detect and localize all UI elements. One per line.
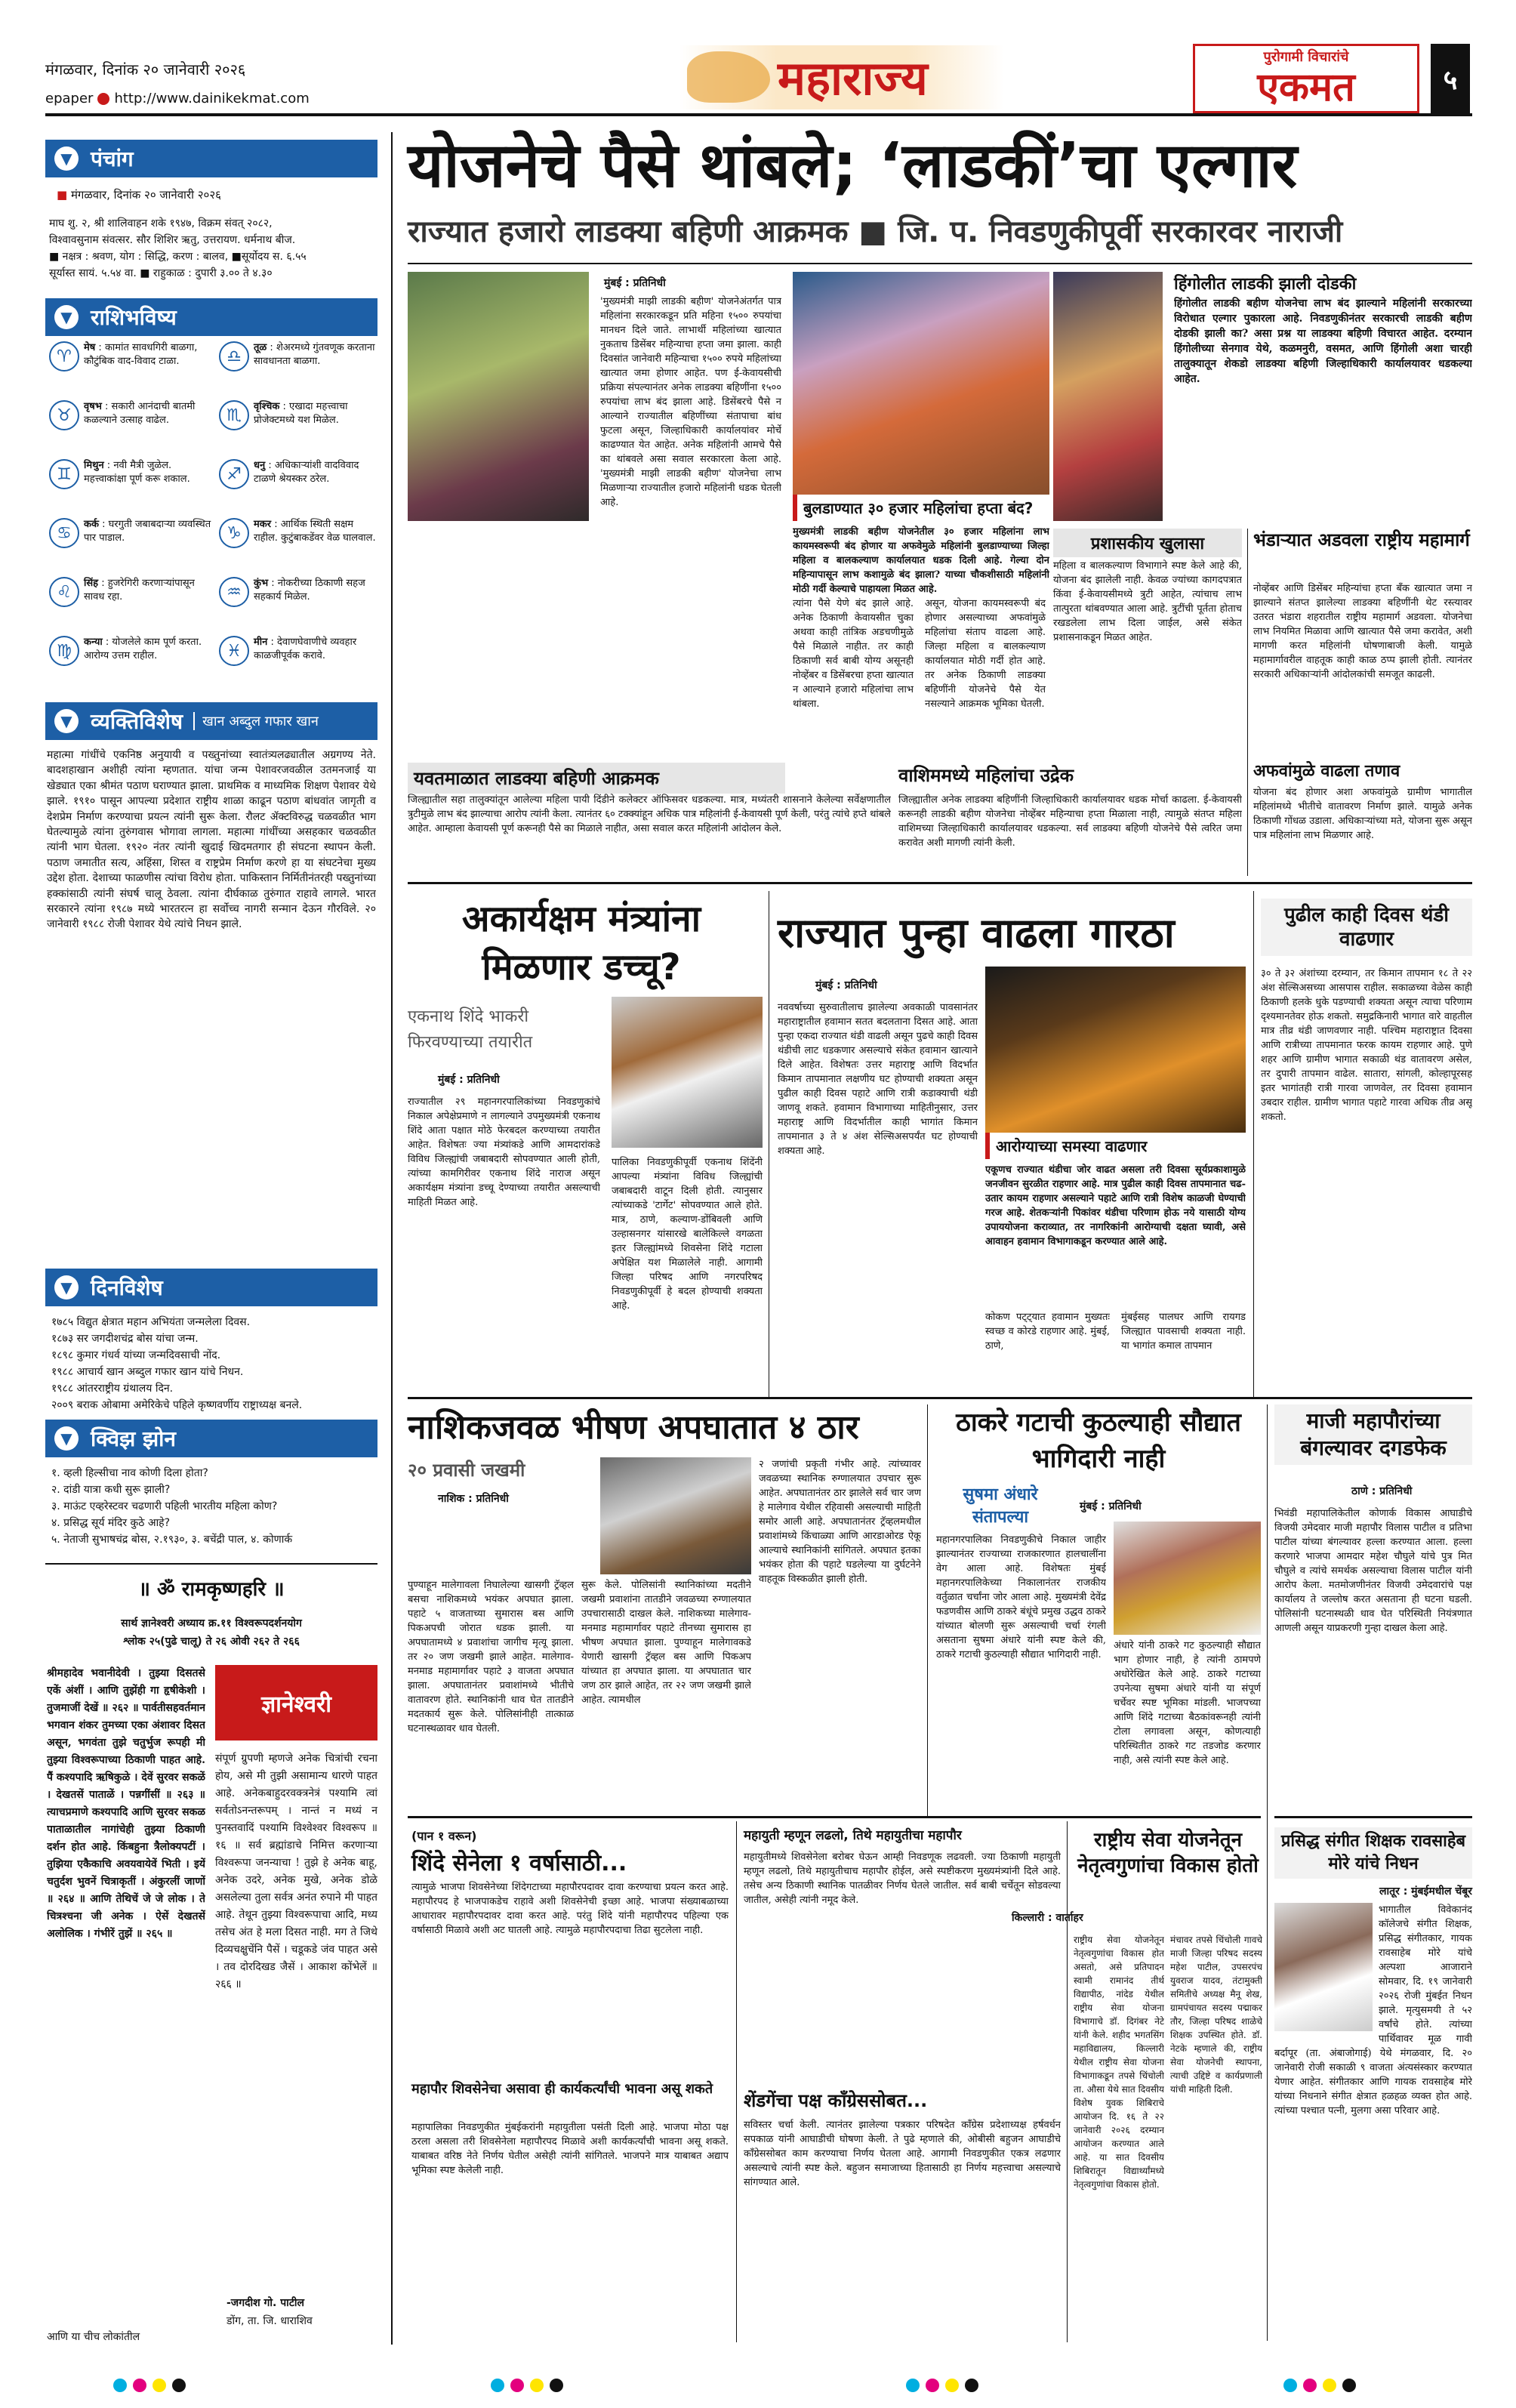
mahayuti-sub: शेंडगेंचा पक्ष काँग्रेससोबत... (744, 2090, 928, 2111)
ramkrishna-footer: आणि या चीच लोकांतील (47, 2331, 140, 2343)
rashi-item: ♏ वृश्चिक : एखादा महत्त्वाचा प्रोजेक्टमध्ये यश मिळेल. (219, 400, 377, 459)
zodiac-icon: ♍ (49, 636, 79, 666)
ramkrishna-author: -जगदीश गो. पाटील (226, 2297, 304, 2309)
garatha-byline: मुंबई : प्रतिनिधी (815, 979, 877, 991)
hingoli-text: हिंगोलीत लाडकी बहीण योजनेचा लाभ बंद झाल्याने महिलांनी सरकारच्या विरोधात एल्गार पुकारला आहे. निवडणुकीनंतर सरकारची लाडकी बहीण दोडकी झाली का? असा प्रश्न या लाडक्या बहिणी विचारत आहेत. दरम्यान हिंगोलीच्या सेनगाव येथे, कळमनुरी, वसमत, आणि हिंगोली अशा चारही तालुक्यातून शेकडो लाडक्या बहिणी जिल्हाधिकारी कार्यालयावर धडकल्या आहेत. (1174, 298, 1472, 385)
mahayuti-text2: सविस्तर चर्चा केली. त्यानंतर झालेल्या पत्रकार परिषदेत काँग्रेस प्रदेशाध्यक्ष हर्षवर्धन सपकाळ यांनी आघाडीची घोषणा केली. ते पुढे म्हणाले की, ओबीसी बहुजन आघाडीचे काँग्रेससोबत काम करण्याचा निर्णय घेतला आहे. आगामी निवडणुकीत एकत्र लढणार असल्याचे त्यांनी स्पष्ट केले. बहुजन समाजाच्या हितासाठी हा निर्णय महत्त्वाचा असल्याचे सांगण्यात आले. (744, 2120, 1061, 2188)
page-number: ५ (1431, 44, 1470, 113)
rashi-item: ♊ मिथुन : नवी मैत्री जुळेल. महत्त्वाकांक्षा पूर्ण करू शकाल. (49, 459, 211, 518)
ramkrishna-sub1: सार्थ ज्ञानेश्वरी अध्याय क्र.११ विश्वरूपदर्शनयोग (121, 1617, 302, 1629)
akaryakshama-sub: एकनाथ शिंदे भाकरी फिरवण्याच्या तयारीत (408, 1007, 533, 1052)
dinvishesh-heading: ▼ दिनविशेष (45, 1269, 377, 1306)
chevron-down-icon: ▼ (54, 305, 79, 329)
nidhan-text: भागातील विवेकानंद कॉलेजचे संगीत शिक्षक, प्रसिद्ध संगीतकार, गायक रावसाहेब मोरे यांचे अल्पशा आजाराने सोमवार, दि. १९ जानेवारी २०२६ रोजी मुंबईत निधन झाले. मृत्युसमयी ते ५२ वर्षांचे होते. त्यांच्या पार्थिवावर मूळ गावी बर्दापूर (ता. अंबाजोगाई) येथे मंगळवार, दि. २० जानेवारी रोजी सकाळी ९ वाजता अंत्यसंस्कार करण्यात येणार आहेत. संगीतकार आणि गायक रावसाहेब मोरे यांच्या निधनाने संगीत क्षेत्रात हळहळ व्यक्त होत आहे. त्यांच्या पश्चात पत्नी, मुलगा असा परिवार आहे. (1274, 1904, 1472, 2117)
thandi-headline: पुढील काही दिवस थंडी वाढणार (1261, 899, 1472, 956)
ramkrishna-col1: श्रीमहादेव भवानीदेवी । तुझ्या दिसतसे एकें अंशीं । आणि तुझेंही गा हृषीकेशी । तुजमाजीं देखें ॥ २६२ ॥ पार्वतीसहवर्तमान भगवान शंकर तुमच्या एका अंशावर दिसत असून, भगवंता तुझे चतुर्भुज रूपही मी तुझ्या विश्वरूपाच्या ठिकाणी पाहत आहे. पैं कश्यपादि ऋषिकुळे । देवें सुरवर सकळें । देखतसें पाताळें । पन्नगींसीं ॥ २६३ ॥ त्याचप्रमाणे कश्यपादि आणि सुरवर सकळ पाताळातील नागांचेही तुझ्या ठिकाणी दर्शन होत आहे. किंबहुना त्रैलोक्यपटीं । तुझिया एकैकाचि अवयवायेवें भिती । इयें चतुर्दश भुवनें चित्राकृतीं । अंकुरलीं जाणों ॥ २६४ ॥ आणि तेथिचें जे जे लोक । ते चित्रश्चना जी अनेक । ऐसें देखतसें अलोलिक । गंभीरें तुझें ॥ २६५ ॥ (47, 1667, 205, 1940)
hingoli-headline: हिंगोलीत लाडकी झाली दोडकी (1174, 275, 1357, 294)
lead-headline: योजनेचे पैसे थांबले; ‘लाडकीं’चा एल्गार (408, 130, 1298, 202)
header-epaper[interactable] (45, 91, 310, 106)
nashik-headline: नाशिकजवळ भीषण अपघातात ४ ठार (408, 1408, 859, 1447)
lead-subhead: राज्यात हजारो लाडक्या बहिणी आक्रमक ■ जि. प. निवडणुकीपूर्वी सरकारवर नाराजी (408, 214, 1343, 249)
mahayuti-headline: महायुती म्हणून लढलो, तिथे महायुतीचा महापौर (744, 1828, 962, 1843)
accident-photo (600, 1457, 751, 1574)
nashik-sub: २० प्रवासी जखमी (408, 1460, 525, 1481)
arogya-text: एकूणच राज्यात थंडीचा जोर वाढत असला तरी दिवसा सूर्यप्रकाशामुळे जनजीवन सुरळीत राहणार आहे. मात्र पुढील काही दिवस तापमानात चढ-उतार कायम राहणार असल्याने पहाटे आणि रात्री विशेष काळजी घेण्याची गरज आहे. शेतकऱ्यांनी पिकांवर थंडीचा परिणाम होऊ नये यासाठी योग्य उपाययोजना कराव्यात, तर नागरिकांनी आरोग्याची दक्षता घ्यावी, असे आवाहन हवामान विभागाकडून करण्यात आले आहे. (985, 1164, 1246, 1247)
prashasan-text: महिला व बालकल्याण विभागाने स्पष्ट केले आहे की, योजना बंद झालेली नाही. केवळ ज्यांच्या कागदपत्रात किंवा ई-केवायसीमध्ये त्रुटी आहेत, त्यांचाच लाभ तात्पुरता थांबवण्यात आला आहे. त्रुटींची पूर्तता होताच रखडलेला लाभ दिला जाईल, असे संकेत प्रशासनाकडून मिळत आहेत. (1053, 560, 1242, 643)
thackeray-headline: ठाकरे गटाची कुठल्याही सौद्यात भागिदारी नाही (956, 1407, 1241, 1474)
epaper-label: epaper (45, 91, 94, 106)
washim-headline: वाशिममध्ये महिलांचा उद्रेक (898, 765, 1074, 786)
zodiac-icon: ♐ (219, 459, 249, 489)
ramkrishna-title: ॥ ॐ रामकृष्णहरि ॥ (138, 1578, 285, 1601)
rashi-item: ♑ मकर : आर्थिक स्थिती सक्षम राहील. कुटुंबाकडेंवर वेळ घालवाल. (219, 518, 377, 577)
list-item: ५. नेताजी सुभाषचंद्र बोस, २.१९३०, ३. बचेंद्री पाल, ४. कोणार्क (51, 1534, 293, 1546)
list-item: १९८८ आचार्य खान अब्दुल गफार खान यांचे निधन. (51, 1366, 244, 1378)
panchang-body: माघ शु. २, श्री शालिवाहन शके १९४७, विक्रम संवत् २०८२, विश्वावसुनाम संवत्सर. सौर शिशिर ऋतु, उत्तरायण. धर्मनाथ बीज. ■ नक्षत्र : श्रवण, योग : सिद्धि, करण : बालव, ■सूर्योदय स. ६.५५ सूर्यास्त सायं. ५.५४ वा. ■ राहुकाळ : दुपारी ३.०० ते ४.३० (49, 217, 307, 279)
thandi-text: ३० ते ३२ अंशांच्या दरम्यान, तर किमान तापमान १८ ते २२ अंश सेल्सिअसच्या आसपास राहील. सकाळच्या वेळेस काही ठिकाणी हलके धुके पडण्याची शक्यता असून त्याचा परिणाम दृश्यमानतेवर होऊ शकतो. समुद्रकिनारी भागात वारे वाहतील मात्र तीव्र थंडी जाणवणार नाही. पश्चिम महाराष्ट्रात दिवसा आणि रात्रीच्या तापमानात फरक कायम राहणार आहे. पुणे शहर आणि ग्रामीण भागात सकाळी थंड वातावरण असेल, तर दुपारी तापमान वाढेल. सातारा, सांगली, कोल्हापूरसह इतर भागांतही रात्री गारवा जाणवेल, तर दिवसा हवामान उबदार राहील. ग्रामीण भागात पहाटे गारवा अधिक तीव्र असू शकतो. (1261, 968, 1472, 1123)
shinde-text2: महापालिका निवडणुकीत मुंबईकरांनी महायुतीला पसंती दिली आहे. भाजपा मोठा पक्ष ठरला असला तरी शिवसेनेला महापौरपद मिळावे अशी कार्यकर्त्यांची भावना असू शकते. याबाबत वरिष्ठ नेते निर्णय घेतील असेही त्यांनी सांगितले. भाजपने मात्र याबाबत अद्याप भूमिका स्पष्ट केलेली नाही. (411, 2122, 729, 2176)
bhandara-text: नोव्हेंबर आणि डिसेंबर महिन्यांचा हप्ता बँक खात्यात जमा न झाल्याने संतप्त झालेल्या लाडक्या बहिणींनी थेट रस्त्यावर उतरत भंडारा शहरातील राष्ट्रीय महामार्ग अडवला. योजनेचा लाभ नियमित मिळावा आणि खात्यात पैसे जमा करावेत, अशी मागणी करत महिलांनी घोषणाबाजी केली. यामुळे महामार्गावरील वाहतूक काही काळ ठप्प झाली होती. त्यानंतर सरकारी अधिकाऱ्यांनी आंदोलकांची समजूत काढली. (1253, 583, 1472, 680)
dnyaneshwari-logo: ज्ञानेश्वरी (215, 1665, 377, 1740)
rashi-item: ♌ सिंह : हुजरेगिरी करणाऱ्यांपासून सावध रहा. (49, 577, 211, 636)
rashi-heading: ▼ राशिभविष्य (45, 298, 377, 336)
thackeray-author: सुषमा अंधारे संतापल्या (963, 1485, 1038, 1527)
nashik-col2: सुरू केले. पोलिसांनी स्थानिकांच्या मदतीने जखमी प्रवाशांना तातडीने जवळच्या रुग्णालयात उपचारासाठी दाखल केले. नाशिकच्या मालेगाव-मनमाड महामार्गावर पहाटे तीनच्या सुमारास हा भीषण अपघात झाला. पुण्याहून मालेगावकडे येणारी खासगी ट्रॅव्हल बस आणि पिकअप यांच्यात हा अपघात झाला. या अपघातात चार जण ठार झाले आहेत, तर २२ जण जखमी झाले आहेत. त्यामधील (581, 1580, 751, 1706)
lead-photo-crowd (408, 272, 589, 521)
list-item: २. दांडी यात्रा कधी सुरू झाली? (51, 1484, 171, 1496)
list-item: १७८५ विद्युत क्षेत्रात महान अभियंता जन्मलेला दिवस. (51, 1316, 251, 1328)
globe-icon (97, 93, 109, 105)
brand-tagline: पुरोगामी विचारांचे (1263, 49, 1349, 65)
dinvishesh-list (51, 1314, 376, 1414)
zodiac-icon: ♉ (49, 400, 79, 430)
zodiac-icon: ♎ (219, 341, 249, 372)
lead-col1: 'मुख्यमंत्री माझी लाडकी बहीण' योजनेअंतर्गत पात्र महिलांना सरकारकडून प्रति महिना १५०० रुपयांचा मानधन दिले जाते. लाभार्थी महिलांच्या खात्यात नुकताच डिसेंबर महिन्याचा हप्ता जमा झाला. काही दिवसांत जानेवारी महिन्याचा १५०० रुपये महिलांच्या खात्यात जमा होणार आहेत. पण ई-केवायसीची प्रक्रिया संपल्यानंतर अनेक लाडक्या बहिणींना १५०० रुपयांचा लाभ बंद झाला आहे. डिसेंबरचे पैसे न आल्याने राज्यातील बहिणींच्या संतापाचा बांध फुटला असून, जिल्हाधिकारी कार्यालयांवर मोर्चे काढण्यात येत आहेत. अनेक महिलांनी आमचे पैसे का थांबवले असा सवाल सरकारला केला आहे. 'मुख्यमंत्री माझी लाडकी बहीण' योजनेचा लाभ मिळणाऱ्या राज्यातील हजारो महिलांनी धडक घेतली आहे. (600, 296, 781, 508)
registration-marks-far (1283, 2379, 1362, 2392)
rashi-item: ♎ तूळ : शेअरमध्ये गुंतवणूक करताना सावधानता बाळगा. (219, 341, 377, 400)
brand-box (1193, 44, 1419, 113)
buldhana-headline: बुलडाण्यात ३० हजार महिलांचा हप्ता बंद? (793, 495, 1049, 521)
panchang-date: ■ मंगळवार, दिनांक २० जानेवारी २०२६ (57, 188, 221, 202)
list-item: १८९८ कुमार गंधर्व यांच्या जन्मदिवसाची नोंद. (51, 1349, 221, 1361)
rashi-right-column (219, 341, 377, 695)
quiz-heading: ▼ क्विझ झोन (45, 1420, 377, 1457)
garatha-col2: कोकण पट्ट्यात हवामान मुख्यतः स्वच्छ व कोरडे राहणार आहे. मुंबई, ठाणे, (985, 1312, 1110, 1352)
thackeray-col1: महानगरपालिका निवडणुकीचे निकाल जाहीर झाल्यानंतर राज्याच्या राजकारणात हालचालींना वेग आला आहे. विशेषतः मुंबई महानगरपालिकेच्या निकालानंतर राजकीय वर्तुळात चर्चांना जोर आला आहे. मुख्यमंत्री देवेंद्र फडणवीस आणि ठाकरे बंधूंचे प्रमुख उद्धव ठाकरे यांच्यात बोलणी सुरू असल्याची चर्चा रंगली असताना सुषमा अंधारे यांनी स्पष्ट केले की, ठाकरे गटाची कुठल्याही सौद्यात भागिदारी नाही. (936, 1534, 1106, 1660)
lead-col2: त्यांना पैसे येणे बंद झाले आहे. अनेक ठिकाणी केवायसीत चुका अथवा काही तांत्रिक अडचणीमुळे पैसे मिळाले नाहीत. तर काही ठिकाणी सर्व बाबी योग्य असूनही नोव्हेंबर व डिसेंबरचा हप्ता खात्यात न आल्याने हजारो महिलांचा लाभ थांबला. (793, 598, 914, 710)
rashi-item: ♓ मीन : देवाणघेवाणीचे व्यवहार काळजीपूर्वक करावे. (219, 636, 377, 695)
nashik-col1: पुण्याहून मालेगावला निघालेल्या खासगी ट्रॅव्हल बसचा नाशिकमध्ये भयंकर अपघात झाला. पहाटे ५ वाजताच्या सुमारास बस आणि पिकअपची जोरात धडक झाली. या अपघातामध्ये ४ प्रवाशांचा जागीच मृत्यू झाला. तर २० जण जखमी झाले आहेत. मालेगाव-मनमाड महामार्गावर पहाटे ३ वाजता अपघात झाला. अपघातानंतर प्रवाशांमध्ये भीतीचे वातावरण होते. स्थानिकांनी धाव घेत तातडीने मदतकार्य सुरू केले. पोलिसांनीही तात्काळ घटनास्थळावर धाव घेतली. (408, 1580, 574, 1734)
registration-marks-left (113, 2379, 192, 2392)
registration-marks-right (906, 2379, 984, 2392)
zodiac-icon: ♋ (49, 518, 79, 548)
mahapaur-headline: माजी महापौरांच्या बंगल्यावर दगडफेक (1274, 1404, 1472, 1465)
garatha-headline: राज्यात पुन्हा वाढला गारठा (778, 909, 1175, 957)
shinde-headline: शिंदे सेनेला १ वर्षासाठी... (411, 1850, 627, 1876)
rashi-item: ♍ कन्या : योजलेले काम पूर्ण करता. आरोग्य उत्तम राहील. (49, 636, 211, 695)
epaper-url: http://www.dainikekmat.com (114, 91, 310, 106)
chevron-down-icon: ▼ (54, 1275, 79, 1300)
thackeray-col2: अंधारे यांनी ठाकरे गट कुठल्याही सौद्यात भाग होणार नाही, हे त्यांनी ठामपणे अधोरेखित केले आहे. ठाकरे गटाच्या उपनेत्या सुषमा अंधारे यांनी या संपूर्ण चर्चेवर स्पष्ट भूमिका मांडली. भाजपच्या आणि शिंदे गटाच्या बैठकांवरूनही त्यांनी टोला लगावला असून, कोणत्याही परिस्थितीत ठाकरे गट तडजोड करणार नाही, असे त्यांनी स्पष्ट केले आहे. (1114, 1640, 1261, 1766)
chevron-down-icon: ▼ (54, 1426, 79, 1451)
maharashtra-map-icon (687, 51, 770, 103)
rashi-item: ♒ कुंभ : नोकरीच्या ठिकाणी सहज सहकार्य मिळेल. (219, 577, 377, 636)
afwa-headline: अफवांमुळे वाढला तणाव (1253, 762, 1400, 781)
zodiac-icon: ♒ (219, 577, 249, 607)
rashi-item: ♋ कर्क : घरगुती जबाबदाऱ्या व्यवस्थित पार पाडाल. (49, 518, 211, 577)
bhandara-headline: भंडाऱ्यात अडवला राष्ट्रीय महामार्ग (1253, 529, 1470, 550)
list-item: २००९ बराक ओबामा अमेरिकेचे पहिले कृष्णवर्णीय राष्ट्राध्यक्ष बनले. (51, 1399, 303, 1411)
garatha-col3: मुंबईसह पालघर आणि रायगड जिल्ह्यात पावसाची शक्यता नाही. या भागांत कमाल तापमान (1121, 1312, 1246, 1352)
list-item: १. व्हली हिल्सीचा नाव कोणी दिला होता? (51, 1467, 208, 1479)
list-item: १९८८ आंतरराष्ट्रीय ग्रंथालय दिन. (51, 1383, 174, 1395)
zodiac-icon: ♑ (219, 518, 249, 548)
yavatmal-text: जिल्ह्यातील सहा तालुक्यांतून आलेल्या महिला पायी दिंडीने कलेक्टर ऑफिसवर धडकल्या. मात्र, मध्यंतरी शासनाने केलेल्या सर्वेक्षणातील त्रुटीमुळे लाभ बंद झाल्याचा आरोप त्यांनी केला. त्यानंतर ६० टक्क्यांहून अधिक पात्र महिलांनी ई-केवायसी पूर्ण केली, परंतु त्यांचे हप्ते थांबले आहेत. आम्हाला केवायसी पूर्ण करूनही पैसे का मिळाले नाहीत, असा सवाल करत महिलांनी आंदोलन केले. (408, 794, 891, 834)
panchang-heading: ▼ पंचांग (45, 140, 377, 177)
lead-photo-woman (1053, 272, 1163, 521)
nidhan-headline: प्रसिद्ध संगीत शिक्षक रावसाहेब मोरे यांचे निधन (1274, 1827, 1472, 1879)
list-item: ३. माऊंट एव्हरेस्टवर चढणारी पहिली भारतीय महिला कोण? (51, 1500, 278, 1512)
section-banner (679, 45, 1004, 109)
mahapaur-text: भिवंडी महापालिकेतील कोणार्क विकास आघाडीचे विजयी उमेदवार माजी महापौर विलास पाटील व प्रतिभा पाटील यांच्या बंगल्यावर हल्ला करण्यात आला. हल्ला करणारे भाजपा आमदार महेश चौघुले यांचे पुत्र मित चौघुले व त्यांचे समर्थक असल्याचा विलास पाटील यांनी आरोप केला. मतमोजणीनंतर विजयी उमेदवारांचे पक्ष कार्यालय ते जल्लोष करत असताना ही घटना घडली. पोलिसांनी घटनास्थळी धाव घेत परिस्थिती नियंत्रणात आणली असून याप्रकरणी गुन्हा दाखल केला आहे. (1274, 1508, 1472, 1634)
zodiac-icon: ♌ (49, 577, 79, 607)
vyakti-body: महात्मा गांधींचे एकनिष्ठ अनुयायी व पख्तुनांच्या स्वातंत्र्यलढ्यातील अग्रगण्य नेते. बादशहाखान अशीही त्यांना म्हणतात. यांचा जन्म पेशावरजवळील उतमनजाई या खेड्यात एका श्रीमंत पठाण घराण्यात झाला. प्राथमिक व माध्यमिक शिक्षण पेशावर येथे झाले. १९१० पासून आपल्या प्रदेशात राष्ट्रीय शाळा काढून पठाण बांधवांत जागृती व देशप्रेम निर्माण करण्याचा प्रयत्न त्यांनी सुरू केला. रौलट ॲक्टविरुद्ध चळवळीत भाग घेतल्यामुळे त्यांना तुरुंगवास भोगावा लागला. महात्मा गांधींच्या असहकार चळवळीत त्यांनी भाग घेतला. १९२० नंतर त्यांनी खुदाई खिदमतगार ही संघटना स्थापन केली. पठाण जमातीत सत्य, अहिंसा, शिस्त व राष्ट्रप्रेम निर्माण करणे हा या संघटनेचा मुख्य उद्देश होता. देशाच्या फाळणीस त्यांचा विरोध होता. पाकिस्तान निर्मितीनंतरही पख्तुनांच्या हक्कांसाठी त्यांनी संघर्ष चालू ठेवला. त्यांना दीर्घकाळ तुरुंगात राहावे लागले. भारत सरकारने त्यांना १९८७ मध्ये भारतरत्न हा सर्वोच्च नागरी सन्मान देऊन गौरविले. २० जानेवारी १९८८ रोजी पेशावर येथे त्यांचे निधन झाले. (47, 749, 376, 931)
lead-col3: असून, योजना कायमस्वरूपी बंद होणार असल्याच्या अफवांमुळे महिलांचा संताप वाढला आहे. जिल्हा महिला व बालकल्याण कार्यालयात मोठी गर्दी होत आहे. तर अनेक ठिकाणी लाडक्या बहिणींनी योजनेचे पैसे येत नसल्याने आक्रमक भूमिका घेतली. (925, 598, 1046, 710)
akaryakshama-headline: अकार्यक्षम मंत्र्यांना मिळणार डच्चू? (461, 898, 701, 988)
bonfire-photo (985, 967, 1246, 1152)
registration-marks-mid (491, 2379, 569, 2392)
zodiac-icon: ♊ (49, 459, 79, 489)
arogya-headline: आरोग्याच्या समस्या वाढणार (985, 1133, 1246, 1159)
shinde-sub: महापौर शिवसेनेचा असावा ही कार्यकर्त्यांची भावना असू शकते (411, 2081, 713, 2097)
rashtriya-col2: मंचावर तपसे चिंचोली गावचे माजी जिल्हा परिषद सदस्य महेश पाटील, उपसरपंच युवराज यादव, तंटामुक्ती समितीचे अध्यक्ष मैनू शेख, ग्रामपंचायत सदस्य पद्माकर तौर, जिल्हा परिषद शाळेचे शिक्षक उपस्थित होते. डॉ. नेटके म्हणाले की, राष्ट्रीय सेवा योजनेची स्थापना, त्याची उद्दिष्टे व कार्यप्रणाली यांची माहिती दिली. (1170, 1935, 1262, 2095)
shinde-text: त्यामुळे भाजपा शिवसेनेच्या शिंदेगटाच्या महापौरपदावर दावा करण्याचा प्रयत्न करत आहे. महापौरपद हे भाजपाकडेच राहावे अशी शिवसेनेची इच्छा आहे. भाजपा संख्याबळाच्या आधारावर महापौरपदावर दावा करत आहे. परंतु शिंदे यांनी महापौरपद पहिल्या एक वर्षासाठी मिळावे अशी अट घातली आहे. त्यामुळे महापौरपदाचा तिढा सुटलेला नाही. (411, 1882, 729, 1936)
nashik-byline: नाशिक : प्रतिनिधी (438, 1493, 509, 1505)
quiz-list (51, 1465, 376, 1548)
nidhan-byline: लातूर : मुंबईमधील चेंबूर (1379, 1885, 1472, 1898)
chevron-down-icon: ▼ (54, 709, 79, 733)
thackeray-byline: मुंबई : प्रतिनिधी (1080, 1500, 1142, 1512)
shinde-photo (612, 997, 763, 1148)
rashi-item: ♉ वृषभ : सकारी आनंदाची बातमी कळल्याने उत्साह वाढेल. (49, 400, 211, 459)
akaryakshama-byline: मुंबई : प्रतिनिधी (438, 1074, 500, 1086)
lead-byline: मुंबई : प्रतिनिधी (604, 277, 666, 289)
mahayuti-text: महायुतीमध्ये शिवसेनेला बरोबर घेऊन आम्ही निवडणूक लढवली. ज्या ठिकाणी महायुती म्हणून लढलो, तिथे महायुतीचाच महापौर होईल, असे स्पष्टीकरण मुख्यमंत्र्यांनी दिले आहे. तसेच अन्य ठिकाणी स्थानिक पातळीवर निर्णय घेतले जातील. सर्व बाबी चर्चेतून सोडवल्या जातील, असेही त्यांनी नमूद केले. (744, 1851, 1061, 1906)
list-item: ४. प्रसिद्ध सूर्य मंदिर कुठे आहे? (51, 1517, 171, 1529)
rashi-item: ♈ मेष : कामांत सावधगिरी बाळगा, कौटुंबिक वाद-विवाद टाळा. (49, 341, 211, 400)
chevron-down-icon: ▼ (54, 146, 79, 171)
yavatmal-headline: यवतमाळात लाडक्या बहिणी आक्रमक (408, 763, 785, 794)
section-title: महाराज्य (778, 51, 928, 106)
rashtriya-byline: किल्लारी : वार्ताहर (1012, 1912, 1083, 1924)
zodiac-icon: ♓ (219, 636, 249, 666)
zodiac-icon: ♈ (49, 341, 79, 372)
ramkrishna-sub2: श्लोक २५(पुढे चालू) ते २६ ओवी २६२ ते २६६ (123, 1636, 300, 1648)
rashtriya-headline: राष्ट्रीय सेवा योजनेतून नेतृत्वगुणांचा विकास होतो (1077, 1829, 1259, 1877)
zodiac-icon: ♏ (219, 400, 249, 430)
buldhana-text: मुख्यमंत्री लाडकी बहीण योजनेतील ३० हजार महिलांना लाभ कायमस्वरूपी बंद होणार या अफवेमुळे महिलांनी बुलडाण्याच्या जिल्हा महिला व बालकल्याण कार्यालयात धडक दिली आहे. गेल्या दोन महिन्यापासून लाभ कशामुळे बंद झाला? याच्या चौकशीसाठी महिलांनी मोठी गर्दी केल्याचे पाहायला मिळत आहे. (793, 526, 1049, 595)
list-item: १८७३ सर जगदीशचंद्र बोस यांचा जन्म. (51, 1333, 199, 1345)
ramkrishna-col2: संपूर्ण ग्रुपणी म्हणजे अनेक चित्रांची रचना होय, असे मी तुझी असामान्य धारणे पाहत आहे. अनेकबाहुदरवक्त्रनेत्रं पश्यामि त्वां सर्वतोऽनन्तरूपम् । नान्तं न मध्यं न पुनस्तवादिं पश्यामि विश्वेश्वर विश्वरूप ॥ १६ ॥ सर्व ब्रह्मांडाचे निमित्त करणाऱ्या विश्वरूपा जनन्याचा ! तुझे हे अनेक बाहू, अनेक उदरे, अनेक मुखे, अनेक डोळे असलेल्या तुला सर्वत्र अनंत रुपाने मी पाहत आहे. तेथून तुझ्या विश्वरूपाचा आदि, मध्य तसेच अंत हे मला दिसत नाही. मग ते जिथे दिव्यचक्षुचेंनि पैसें । चडूकडे जंव पाहत असे । तव दोरदिखड जैसें । आकाश कोंभेलें ॥ २६६ ॥ (215, 1753, 377, 1990)
nashik-col3: २ जणांची प्रकृती गंभीर आहे. त्यांच्यावर जवळच्या स्थानिक रुग्णालयात उपचार सुरू आहेत. अपघातानंतर ठार झालेले सर्व चार जण हे मालेगाव येथील रहिवासी असल्याची माहिती समोर आली आहे. अपघातानंतर ट्रॅव्हलमधील प्रवाशांमध्ये किंचाळ्या आणि आरडाओरड ऐकू आल्याचे स्थानिकांनी सांगितले. अपघात इतका भयंकर होता की पहाटे घडलेल्या या दुर्घटनेने वाहतूक विस्कळीत झाली होती. (759, 1459, 921, 1585)
rashi-item: ♐ धनु : अधिकाऱ्यांशी वादविवाद टाळणे श्रेयस्कर ठरेल. (219, 459, 377, 518)
prashasan-headline: प्रशासकीय खुलासा (1053, 529, 1242, 557)
rashtriya-col1: राष्ट्रीय सेवा योजनेतून नेतृत्वगुणांचा विकास होत असतो, असे प्रतिपादन स्वामी रामानंद तीर्थ विद्यापीठ, नांदेड येथील राष्ट्रीय सेवा योजना विभागाचे डॉ. दिगंबर नेटे यांनी केले. शहीद भगतसिंग महाविद्यालय, किल्लारी येथील राष्ट्रीय सेवा योजना विभागाकडून तपसे चिंचोली ता. औसा येथे सात दिवसीय विशेष युवक शिबिराचे आयोजन दि. १६ ते २२ जानेवारी २०२६ दरम्यान आयोजन करण्यात आले आहे. या सात दिवसीय शिबिरातून विद्यार्थ्यांमध्ये नेतृत्वगुणांचा विकास होतो. (1074, 1935, 1164, 2190)
garatha-col1: नववर्षाच्या सुरुवातीलाच झालेल्या अवकाळी पावसानंतर महाराष्ट्रातील हवामान सतत बदलताना दिसत आहे. आता पुन्हा एकदा राज्यात थंडी वाढली असून पुढचे काही दिवस थंडीची लाट धडकणार असल्याचे संकेत हवामान खात्याने दिले आहेत. विशेषतः उत्तर महाराष्ट्र आणि विदर्भात किमान तापमानात लक्षणीय घट होण्याची शक्यता असून पुढील काही दिवस पहाटे आणि रात्री कडाक्याची थंडी जाणवू शकते. हवामान विभागाच्या माहितीनुसार, उत्तर महाराष्ट्र आणि विदर्भातील काही भागांत किमान तापमानात ३ ते ४ अंश सेल्सिअसपर्यंत घट होण्याची शक्यता आहे. (778, 1002, 978, 1157)
brand-name: एकमत (1257, 65, 1355, 110)
header-date: मंगळवार, दिनांक २० जानेवारी २०२६ (45, 60, 246, 79)
akaryakshama-col1: राज्यातील २९ महानगरपालिकांच्या निवडणुकांचे निकाल अपेक्षेप्रमाणे न लागल्याने उपमुख्यमंत्री एकनाथ शिंदे आता पक्षात मोठे फेरबदल करण्याच्या तयारीत आहेत. विशेषतः ज्या मंत्र्यांकडे आणि आमदारांकडे विविध जिल्ह्यांची जबाबदारी सोपवण्यात आली होती, त्यांच्या कामगिरीवर एकनाथ शिंदे नाराज असून अकार्यक्षम मंत्र्यांना डच्चू देण्याच्या तयारीत असल्याची माहिती मिळत आहे. (408, 1096, 600, 1208)
nidhan-text-wrap (1274, 1903, 1472, 2341)
rashi-left-column (49, 341, 211, 695)
lead-photo-women (793, 272, 1049, 517)
washim-text: जिल्ह्यातील अनेक लाडक्या बहिणींनी जिल्हाधिकारी कार्यालयावर धडक मोर्चा काढला. ई-केवायसी करूनही लाडकी बहीण योजनेचा नोव्हेंबर महिन्याचा हप्ता मिळाला नाही, त्यामुळे संतप्त महिला वाशिमच्या जिल्हाधिकारी कार्यालयावर धडकल्या. सर्व लाडक्या बहिणी योजनेचे पैसे त्वरित जमा करावेत अशी मागणी त्यांनी केली. (898, 794, 1242, 849)
ramkrishna-place: डोंग, ता. जि. धाराशिव (226, 2315, 313, 2327)
afwa-text: योजना बंद होणार अशा अफवांमुळे ग्रामीण भागातील महिलांमध्ये भीतीचे वातावरण निर्माण झाले. यामुळे अनेक ठिकाणी गोंधळ उडाला. अधिकाऱ्यांच्या मते, योजना सुरू असून पात्र महिलांना लाभ मिळणार आहे. (1253, 787, 1472, 841)
andhare-photo (1114, 1522, 1261, 1635)
akaryakshama-col2: पालिका निवडणुकीपूर्वी एकनाथ शिंदेंनी आपल्या मंत्र्यांना विविध जिल्ह्यांची जबाबदारी वाटून दिली होती. त्यानुसार त्यांच्याकडे 'टार्गेट' सोपवण्यात आले होते. मात्र, ठाणे, कल्याण-डोंबिवली आणि उल्हासनगर यांसारखे बालेकिल्ले वगळता इतर जिल्ह्यांमध्ये शिवसेना शिंदे गटाला अपेक्षित यश मिळालेले नाही. आगामी जिल्हा परिषद आणि नगरपरिषद निवडणुकीपूर्वी हे बदल होण्याची शक्यता आहे. (612, 1157, 763, 1312)
vyakti-heading: ▼ व्यक्तिविशेष खान अब्दुल गफार खान (45, 702, 377, 740)
shinde-tag: (पान १ वरून) (411, 1829, 477, 1843)
mahapaur-byline: ठाणे : प्रतिनिधी (1351, 1485, 1413, 1497)
